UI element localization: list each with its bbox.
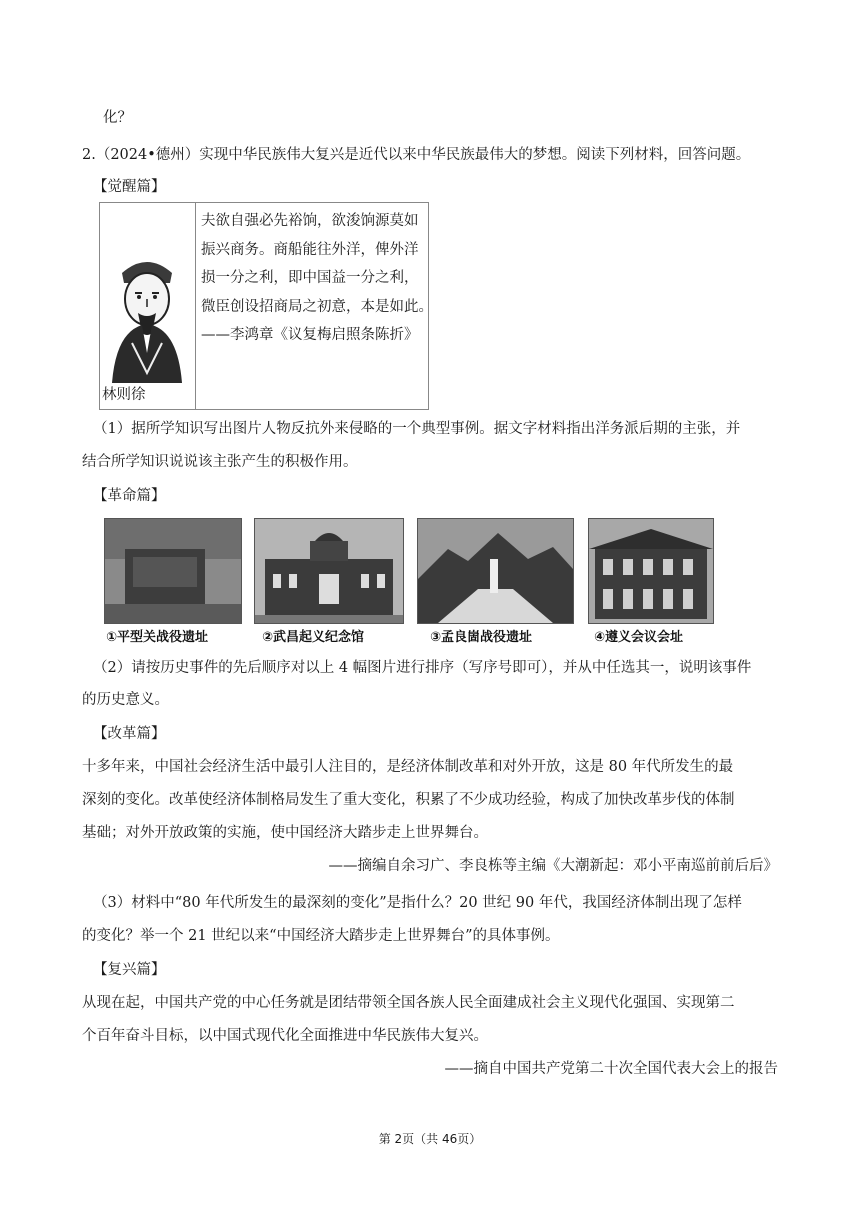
quote-line: 微臣创设招商局之初意，本是如此。 (201, 298, 433, 315)
quote-line: 夫欲自强必先裕饷，欲浚饷源莫如 (201, 213, 419, 229)
question-2-line-1: （2）请按历史事件的先后顺序对以上 4 幅图片进行排序（写序号即可），并从中任选其一，说明该事件 (93, 660, 752, 676)
question-fragment: 化？ (103, 110, 132, 126)
photo-caption-1: ①平型关战役遗址 (106, 630, 209, 645)
reform-material-line: 深刻的变化。改革使经济体制格局发生了重大变化，积累了不少成功经验，构成了加快改革步伐的体制 (82, 792, 735, 808)
quote-line: 振兴商务。商船能往外洋，俾外洋 (201, 241, 419, 258)
page-footer: 第 2页（共 46页） (378, 1132, 482, 1146)
photo-zunyi-meeting-site (588, 518, 714, 624)
photo-caption-3: ③孟良崮战役遗址 (430, 630, 533, 645)
question-2-intro: 2.（2024•德州）实现中华民族伟大复兴是近代以来中华民族最伟大的梦想。阅读下列材料，回答问题。 (82, 147, 751, 163)
section-heading-awakening: 【觉醒篇】 (93, 179, 166, 195)
photo-wuchang-uprising-memorial (254, 518, 404, 624)
rejuvenation-source: ——摘自中国共产党第二十次全国代表大会上的报告 (444, 1061, 778, 1077)
question-2-line-2: 的历史意义。 (82, 692, 169, 708)
rejuvenation-material-line: 个百年奋斗目标，以中国式现代化全面推进中华民族伟大复兴。 (82, 1028, 488, 1044)
portrait-caption: 林则徐 (102, 387, 146, 403)
li-hongzhang-quote (201, 207, 433, 350)
reform-material-line: 基础；对外开放政策的实施，使中国经济大踏步走上世界舞台。 (82, 825, 488, 841)
photo-caption-4: ④遵义会议会址 (594, 630, 684, 645)
awakening-material-table (99, 202, 433, 410)
question-1-line-2: 结合所学知识说说该主张产生的积极作用。 (82, 454, 358, 470)
question-1-line-1: （1）据所学知识写出图片人物反抗外来侵略的一个典型事例。据文字材料指出洋务派后期的主张，并 (93, 421, 741, 437)
question-3-line-1: （3）材料中“80 年代所发生的最深刻的变化”是指什么？20 世纪 90 年代，我国经济体制出现了怎样 (93, 895, 742, 911)
question-3-line-2: 的变化？举一个 21 世纪以来“中国经济大踏步走上世界舞台”的具体事例。 (82, 928, 560, 944)
photo-caption-2: ②武昌起义纪念馆 (262, 630, 365, 645)
section-heading-revolution: 【革命篇】 (93, 488, 166, 504)
photo-pingxingguan-site (104, 518, 242, 624)
rejuvenation-material-line: 从现在起，中国共产党的中心任务就是团结带领全国各族人民全面建成社会主义现代化强国、实现第二 (82, 995, 735, 1011)
quote-source: ——李鸿章《议复梅启照条陈折》 (201, 327, 419, 343)
lin-zexu-portrait (102, 233, 192, 383)
photo-menglianggu-battle-site (417, 518, 574, 624)
section-heading-reform: 【改革篇】 (93, 726, 166, 742)
reform-material-line: 十多年来，中国社会经济生活中最引人注目的，是经济体制改革和对外开放，这是 80 年代所发生的最 (82, 759, 734, 775)
section-heading-rejuvenation: 【复兴篇】 (93, 962, 166, 978)
quote-line: 损一分之利，即中国益一分之利， (201, 270, 419, 286)
reform-source: ——摘编自余习广、李良栋等主编《大潮新起：邓小平南巡前前后后》 (328, 858, 778, 874)
